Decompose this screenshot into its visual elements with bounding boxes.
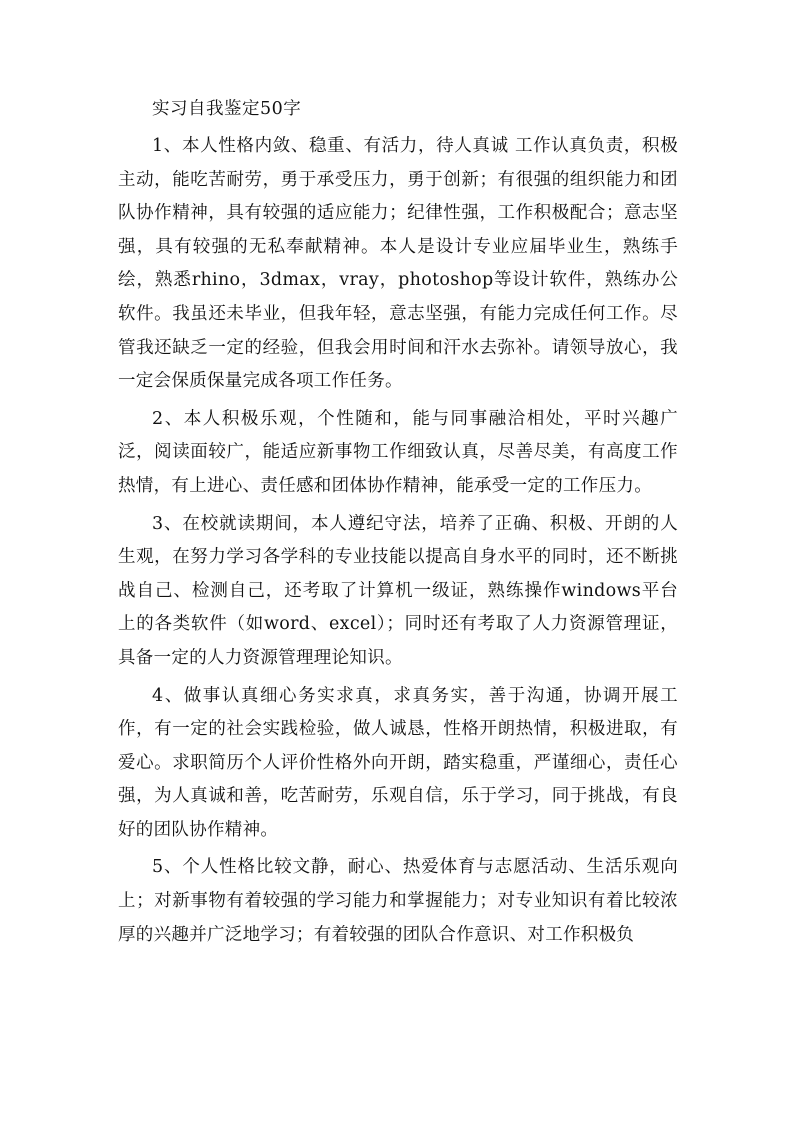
paragraph-4: 4、做事认真细心务实求真，求真务实，善于沟通，协调开展工作，有一定的社会实践检验，做人诚恳，性格开朗热情，积极进取，有爱心。求职简历个人评价性格外向开朗，踏实稳重，严谨细心，责任心强，为人真诚和善，吃苦耐劳，乐观自信，乐于学习，同于挑战，有良好的团队协作精神。 bbox=[118, 685, 678, 840]
document-title: 实习自我鉴定50字 bbox=[152, 99, 302, 119]
document-body bbox=[118, 92, 678, 952]
paragraph-3: 3、在校就读期间，本人遵纪守法，培养了正确、积极、开朗的人生观，在努力学习各学科的专业技能以提高自身水平的同时，还不断挑战自己、检测自己，还考取了计算机一级证，熟练操作windows平台上的各类软件（如word、excel）；同时还有考取了人力资源管理证，具备一定的人力资源管理理论知识。 bbox=[118, 513, 678, 668]
paragraph-2: 2、本人积极乐观，个性随和，能与同事融洽相处，平时兴趣广泛，阅读面较广，能适应新事物工作细致认真，尽善尽美，有高度工作热情，有上进心、责任感和团体协作精神，能承受一定的工作压力。 bbox=[118, 408, 678, 496]
paragraph-5: 5、个人性格比较文静，耐心、热爱体育与志愿活动、生活乐观向上；对新事物有着较强的学习能力和掌握能力；对专业知识有着比较浓厚的兴趣并广泛地学习；有着较强的团队合作意识、对工作积极负 bbox=[118, 857, 678, 945]
paragraph-1: 1、本人性格内敛、稳重、有活力，待人真诚 工作认真负责，积极主动，能吃苦耐劳，勇于承受压力，勇于创新；有很强的组织能力和团队协作精神，具有较强的适应能力；纪律性强，工作积极配合；意志坚强，具有较强的无私奉献精神。本人是设计专业应届毕业生，熟练手绘，熟悉rhino，3dmax，vray，photoshop等设计软件，熟练办公软件。我虽还未毕业，但我年轻，意志坚强，有能力完成任何工作。尽管我还缺乏一定的经验，但我会用时间和汗水去弥补。请领导放心，我一定会保质保量完成各项工作任务。 bbox=[118, 136, 678, 392]
